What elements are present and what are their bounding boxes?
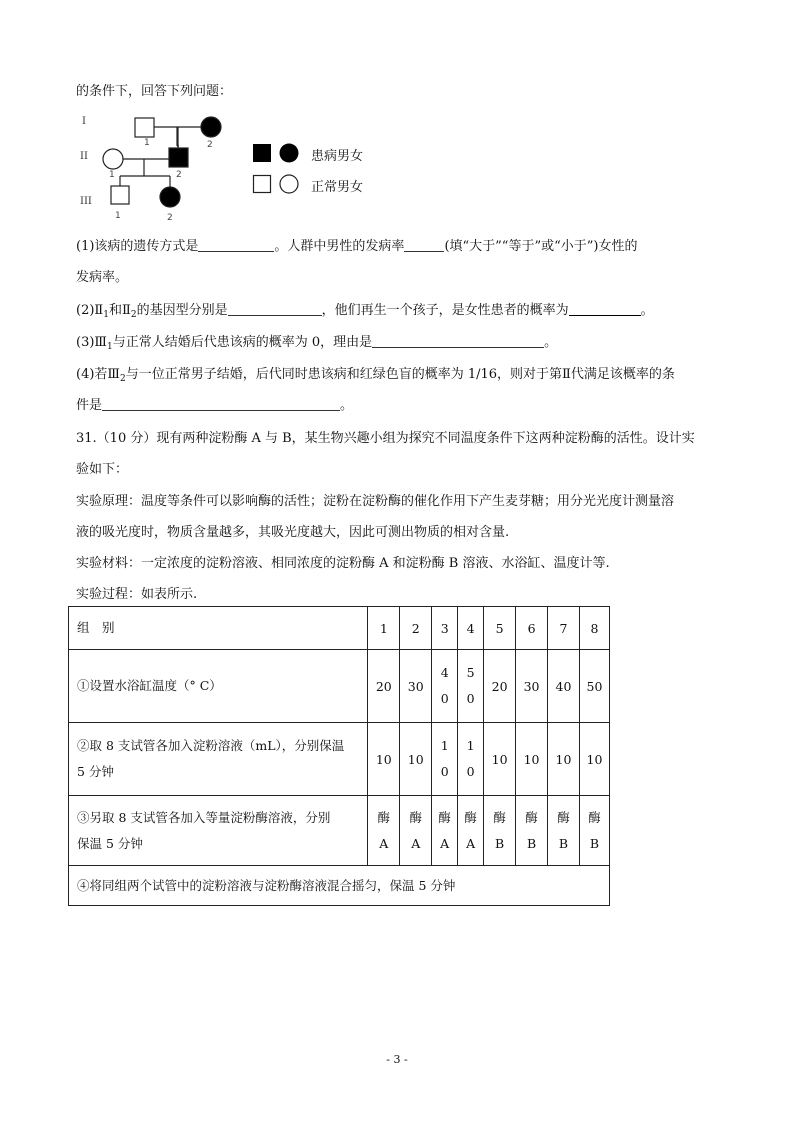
temp-cell: 40 <box>548 650 580 723</box>
answer-blank-4[interactable] <box>102 398 340 411</box>
enzyme-cell: 酶A <box>458 796 484 866</box>
table-header-row <box>69 607 610 650</box>
pedigree-II2-affected-male <box>169 148 188 167</box>
enzyme-cell: 酶B <box>484 796 516 866</box>
pedigree-num-III2: 2 <box>167 213 173 223</box>
process-line: 实验过程：如表所示. <box>76 587 198 602</box>
question-3: $(3)Ⅲ_1$与正常人结婚后代患该病的概率为 0，理由是 。 <box>76 335 558 352</box>
temp-cell-narrow: 50 <box>458 650 484 723</box>
enzyme-cell: 酶B <box>579 796 609 866</box>
group-1: 1 <box>368 607 400 650</box>
temp-cell: 20 <box>368 650 400 723</box>
group-4: 4 <box>458 607 484 650</box>
answer-blank-2a[interactable] <box>228 303 322 316</box>
temp-cell: 30 <box>516 650 548 723</box>
enzyme-cell: 酶A <box>432 796 458 866</box>
row1-label: ①设置水浴缸温度（° C） <box>69 650 368 723</box>
pedigree-I1-normal-male <box>135 118 154 137</box>
table-row-temperature <box>69 650 610 723</box>
principle-line2: 液的吸光度时，物质含量越多，其吸光度越大，因此可测出物质的相对含量. <box>76 525 510 540</box>
group-8: 8 <box>579 607 609 650</box>
group-7: 7 <box>548 607 580 650</box>
enzyme-cell: 酶A <box>368 796 400 866</box>
starch-cell: 10 <box>400 723 432 796</box>
answer-blank-1a[interactable] <box>198 239 274 252</box>
row2-label: ②取 8 支试管各加入淀粉溶液（mL），分别保温 5 分钟 <box>69 723 368 796</box>
starch-cell: 10 <box>484 723 516 796</box>
table-row-enzyme <box>69 796 610 866</box>
pedigree-II1-normal-female <box>103 149 123 169</box>
header-label: 组 别 <box>69 607 368 650</box>
group-5: 5 <box>484 607 516 650</box>
starch-cell-narrow: 10 <box>458 723 484 796</box>
temp-cell: 30 <box>400 650 432 723</box>
legend-normal-label: 正常男女 <box>311 180 364 195</box>
starch-cell-narrow: 10 <box>432 723 458 796</box>
legend-affected-label: 患病男女 <box>311 149 364 164</box>
pedigree-diagram <box>78 110 248 230</box>
starch-cell: 10 <box>548 723 580 796</box>
gen-label-III: III <box>80 196 92 207</box>
group-2: 2 <box>400 607 432 650</box>
gen-label-II: II <box>80 151 88 162</box>
group-6: 6 <box>516 607 548 650</box>
legend-affected-symbols <box>252 142 302 164</box>
pedigree-III1-normal-male <box>111 186 129 204</box>
question-1: (1)该病的遗传方式是 。人群中男性的发病率 (填“大于”“等于”或“小于”)女性的 <box>76 239 638 254</box>
question-31-line1: 31.（10 分）现有两种淀粉酶 A 与 B，某生物兴趣小组为探究不同温度条件下这两种淀粉酶的活性。设计实 <box>76 431 695 446</box>
page-number: - 3 - <box>386 1053 408 1066</box>
answer-blank-3[interactable] <box>372 335 544 348</box>
question-1-line2: 发病率。 <box>76 270 129 285</box>
pedigree-num-III1: 1 <box>115 211 121 221</box>
starch-cell: 10 <box>579 723 609 796</box>
temp-cell: 20 <box>484 650 516 723</box>
row3-label: ③另取 8 支试管各加入等量淀粉酶溶液，分别 保温 5 分钟 <box>69 796 368 866</box>
gen-label-I: I <box>82 116 86 127</box>
table-row-mix <box>69 866 610 906</box>
pedigree-III2-affected-female <box>160 187 180 207</box>
principle-line1: 实验原理：温度等条件可以影响酶的活性；淀粉在淀粉酶的催化作用下产生麦芽糖；用分光光度计测量溶 <box>76 494 675 509</box>
temp-cell-narrow: 40 <box>432 650 458 723</box>
enzyme-cell: 酶B <box>516 796 548 866</box>
pedigree-num-I2: 2 <box>207 140 213 150</box>
starch-cell: 10 <box>516 723 548 796</box>
pedigree-num-II2: 2 <box>176 170 182 180</box>
enzyme-cell: 酶A <box>400 796 432 866</box>
pedigree-I2-affected-female <box>201 117 221 137</box>
answer-blank-1b[interactable] <box>404 239 444 252</box>
starch-cell: 10 <box>368 723 400 796</box>
table-row-starch <box>69 723 610 796</box>
question-31-line2: 验如下： <box>76 462 129 477</box>
group-3: 3 <box>432 607 458 650</box>
question-4: (4)若$Ⅲ_2$与一位正常男子结婚，后代同时患该病和红绿色盲的概率为 1/16，则对于第Ⅱ代满足该概率的条 <box>76 367 675 384</box>
temp-cell: 50 <box>579 650 609 723</box>
pedigree-num-II1: 1 <box>109 170 115 180</box>
pedigree-num-I1: 1 <box>144 138 150 148</box>
experiment-table <box>68 606 610 906</box>
question-4-line2: 件是 。 <box>76 398 354 413</box>
materials-line: 实验材料：一定浓度的淀粉溶液、相同浓度的淀粉酶 A 和淀粉酶 B 溶液、水浴缸、温度计等. <box>76 556 610 571</box>
intro-text: 的条件下，回答下列问题： <box>76 84 233 99</box>
answer-blank-2b[interactable] <box>569 303 641 316</box>
enzyme-cell: 酶B <box>548 796 580 866</box>
legend-normal-symbols <box>252 173 302 195</box>
row4-label: ④将同组两个试管中的淀粉溶液与淀粉酶溶液混合摇匀，保温 5 分钟 <box>69 866 610 906</box>
question-2: $(2)Ⅱ_1$和$Ⅱ_2$的基因型分别是 ，他们再生一个孩子，是女性患者的概率为 。 <box>76 303 654 320</box>
